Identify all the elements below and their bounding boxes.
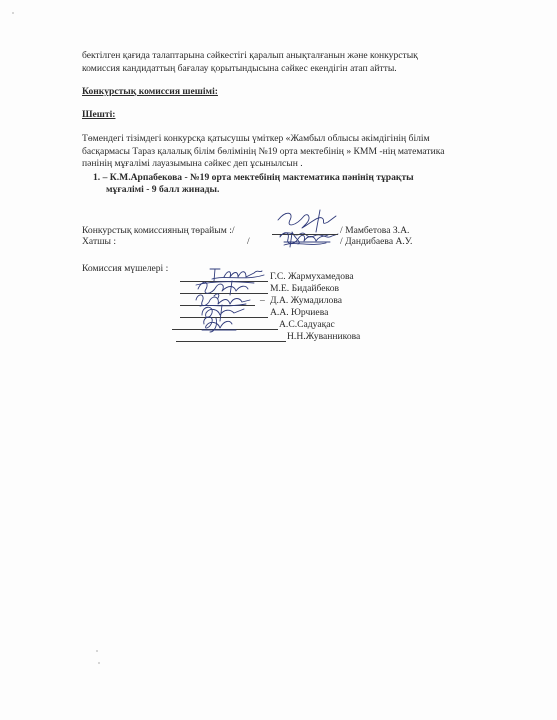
member-name: Г.С. Жармухамедова — [270, 271, 354, 282]
candidate-line-2: мұғалімі - 9 балл жинады. — [106, 184, 220, 195]
scan-speck — [98, 662, 100, 664]
intro-line-1: бектілген қағида талаптарына сәйкестігі қаралып анықталғанын және конкурстық — [82, 50, 418, 61]
decision-line-2: басқармасы Тараз қалалық білім бөлімінің №19 орта мектебінің » КММ -нің математика — [82, 146, 445, 157]
decision-heading: Шешті: — [82, 109, 116, 120]
secretary-label: Хатшы : — [82, 236, 117, 247]
scan-speck — [12, 12, 14, 14]
secretary-name: / Дандибаева А.У. — [340, 236, 413, 247]
signature-dash: – — [260, 295, 265, 306]
chair-name: / Мамбетова З.А. — [340, 225, 410, 236]
member-name: М.Е. Бидайбеков — [270, 283, 340, 294]
candidate-line-1: 1. – К.М.Арпабекова - №19 орта мектебінің мактематика пәнінің тұрақты — [93, 172, 414, 183]
scan-speck — [96, 650, 98, 652]
member-line — [176, 341, 286, 342]
secretary-slash: / — [247, 236, 250, 247]
member-name: Н.Н.Жуванникова — [287, 331, 361, 342]
member-name: А.А. Юрчиева — [270, 307, 329, 318]
chair-label: Конкурстық комиссияның төрайым :/ — [82, 225, 235, 236]
member-signature-icon — [196, 312, 246, 334]
member-name: Д.А. Жумадилова — [270, 295, 342, 306]
members-label: Комиссия мүшелері : — [82, 263, 169, 274]
commission-decision-heading: Конкурстық комиссия шешімі: — [82, 86, 218, 97]
intro-line-2: комиссия кандидаттың бағалау қорытындысына сәйкес екендігін атап айтты. — [82, 63, 397, 74]
decision-line-1: Төмендегі тізімдегі конкурсқа қатысушы үміткер «Жамбыл облысы әкімдігінің білім — [82, 133, 430, 144]
member-name: А.С.Садуақас — [279, 319, 335, 330]
secretary-signature-icon — [276, 227, 332, 249]
decision-line-3: пәнінің мұғалімі лауазымына сәйкес деп ұсынылсын . — [82, 158, 303, 169]
